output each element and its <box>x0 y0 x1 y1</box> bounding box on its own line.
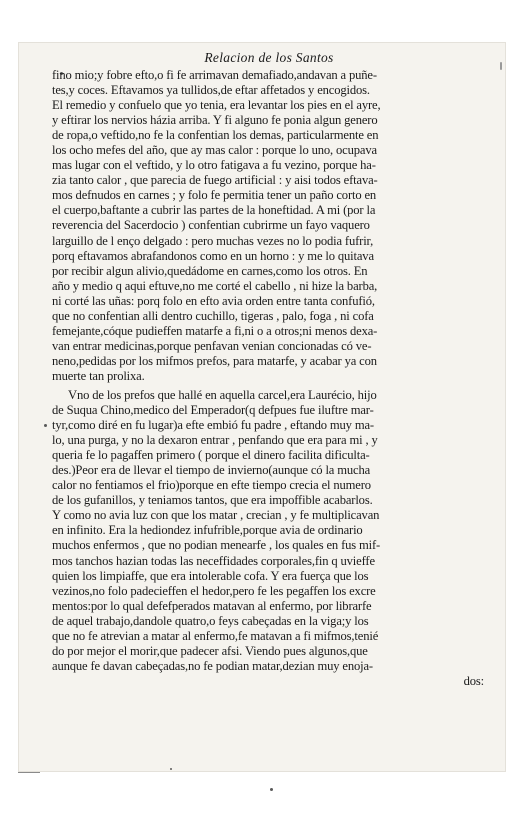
ink-speck <box>44 424 47 427</box>
text-line: porq eftavamos abrafandonos como en un horno : y me lo quitava <box>52 248 374 263</box>
text-line: ni corté las uñas: porq folo en efto avia orden entre tanta confufió, <box>52 293 375 308</box>
text-line: en infinito. Era la hediondez infufrible,porque avia de ordinario <box>52 523 363 538</box>
text-line: lo, una purga, y no la dexaron entrar , penfando que era para mi , y <box>52 433 378 448</box>
text-line: zia tanto calor , que parecia de fuego artificial : y aisi todos eftava- <box>52 173 378 188</box>
paragraph <box>52 388 486 674</box>
text-line: muerte tan prolixa. <box>52 368 145 383</box>
text-line: tyr,como diré en fu lugar)a efte embió fu padre , eftando muy ma- <box>52 418 374 433</box>
ink-speck <box>500 62 502 70</box>
text-line: reverencia del Sacerdocio ) confentian cubrirme un fayo vaquero <box>52 218 370 233</box>
text-line: mentos:por lo qual defefperados matavan al enfermo, por librarfe <box>52 598 372 613</box>
text-line: des.)Peor era de llevar el tiempo de invierno(aunque có la mucha <box>52 463 371 478</box>
text-line: fino mio;y fobre efto,o fi fe arrimavan demafiado,andavan a puñe- <box>52 68 377 82</box>
text-line: quien los limpiaffe, que era intolerable cofa. Y era fuerça que los <box>52 568 369 583</box>
ink-speck <box>270 788 273 791</box>
text-line: de los gufanillos, y teniamos tantos, que era impoffible acabarlos. <box>52 493 373 508</box>
text-line: larguillo de l enço delgado : pero muchas vezes no lo podia fufrir, <box>52 233 374 248</box>
text-line: Y como no avia luz con que los matar , crecian , y fe multiplicavan <box>52 508 380 523</box>
text-line: van entrar medicinas,porque penfavan venian concionadas có ve- <box>52 338 372 353</box>
text-line: de ropa,o veftido,no fe la confentian los demas, particularmente en <box>52 128 379 143</box>
paragraph <box>52 68 486 384</box>
text-line: tes,y coces. Eftavamos ya tullidos,de eftar affetados y encogidos. <box>52 83 370 98</box>
text-line: mos defnudos en carnes ; y folo fe permitia tener un paño corto en <box>52 188 377 203</box>
text-line: do por mejor el morir,que padecer afsi. Viendo pues algunos,que <box>52 643 368 658</box>
text-line: El remedio y confuelo que yo tenia, era levantar los pies en el ayre, <box>52 98 381 113</box>
text-line: que no confentian alli dentro cuchillo, tigeras , palo, foga , ni cofa <box>52 308 374 323</box>
running-head: Relacion de los Santos <box>204 50 334 65</box>
text-line: queria fe lo pagaffen primero ( porque el dinero facilita dificulta- <box>52 448 370 463</box>
text-line: año y medio q aqui eftuve,no me corté el cabello , ni hize la barba, <box>52 278 378 293</box>
text-line: femejante,cóque pudieffen matarfe a fi,ni o a otros;ni menos dexa- <box>52 323 378 338</box>
text-line: aunque fe davan cabeçadas,no fe podian matar,dezian muy enoja- <box>52 658 373 673</box>
text-line: neno,pedidas por los mifmos prefos, para matarfe, y acabar ya con <box>52 353 377 368</box>
body-text <box>52 68 486 689</box>
text-line: de Suqua Chino,medico del Emperador(q defpues fue iluftre mar- <box>52 403 374 418</box>
text-line: y eftirar los nervios házia arriba. Y fi alguno fe ponia algun genero <box>52 113 378 128</box>
book-page <box>52 50 486 760</box>
catchword: dos: <box>463 673 484 688</box>
ink-speck <box>170 768 172 770</box>
text-line: que no fe atrevian a matar al enfermo,fe matavan a fi mifmos,tenié <box>52 628 379 643</box>
text-line: los ocho mefes del año, que ay mas calor : porque lo uno, ocupava <box>52 143 377 158</box>
text-line: mos tanchos hazian todas las neceffidades corporales,fin q uvieffe <box>52 553 375 568</box>
page-edge-mark <box>18 772 40 773</box>
text-line: mas lugar con el veftido, y lo otro fatigava a fu vezino, porque ha- <box>52 158 376 173</box>
text-line: Vno de los prefos que hallé en aquella carcel,era Laurécio, hijo <box>68 387 377 402</box>
text-line: el cuerpo,baftante a cubrir las partes de la honeftidad. A mi (por la <box>52 203 376 218</box>
text-line: muchos enfermos , que no podian menearfe , los quales en fus mif- <box>52 538 381 553</box>
text-line: de aquel trabajo,dandole quatro,o feys cabeçadas en la viga;y los <box>52 613 369 628</box>
text-line: por recibir algun alivio,quedádome en carnes,como los otros. En <box>52 263 368 278</box>
text-line: calor no fentiamos el frio)porque en efte tiempo crecia el numero <box>52 478 371 493</box>
text-line: vezinos,no folo padecieffen el hedor,pero fe les pegaffen los excre <box>52 583 376 598</box>
